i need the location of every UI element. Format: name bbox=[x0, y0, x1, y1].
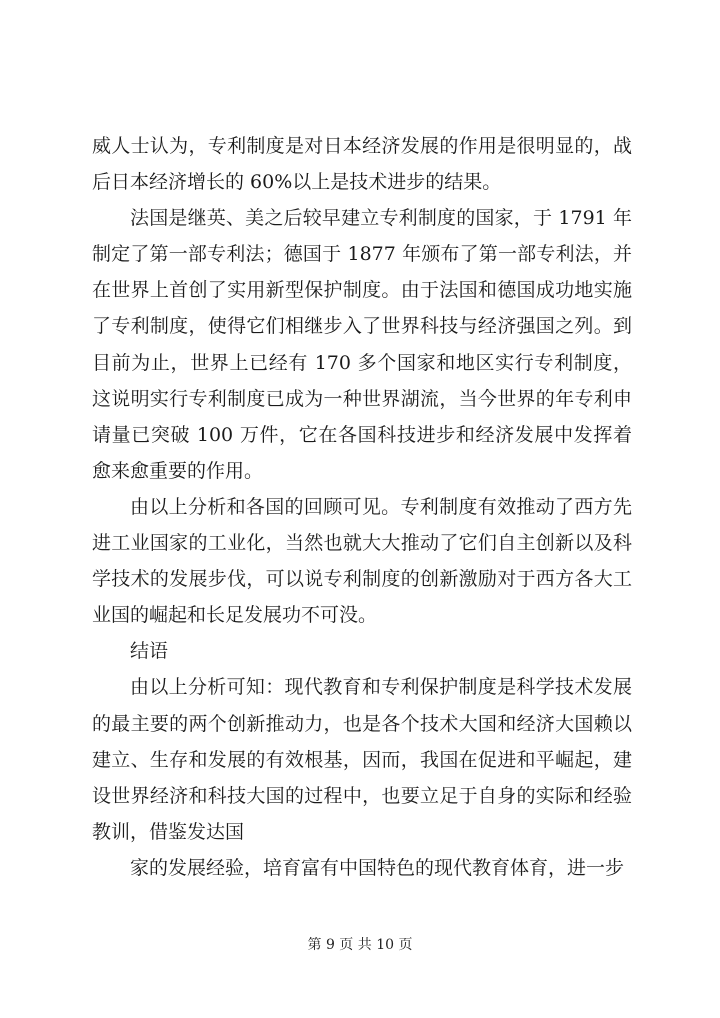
paragraph-analysis: 由以上分析和各国的回顾可见。专利制度有效推动了西方先进工业国家的工业化，当然也就大大推动了它们自主创新以及科学技术的发展步伐，可以说专利制度的创新激励对于西方各大工业国的崛起和长足发展功不可没。 bbox=[92, 495, 632, 627]
paragraph-france-germany: 法国是继英、美之后较早建立专利制度的国家，于 1791 年制定了第一部专利法；德国于 1877 年颁布了第一部专利法，并在世界上首创了实用新型保护制度。由于法国和德国成功地实施了专利制度，使得它们相继步入了世界科技与经济强国之列。到目前为止，世界上已经有 170 多个国家和地区实行专利制度，这说明实行专利制度已成为一种世界湖流，当今世界的年专利申请量已突破 100 万件，它在各国科技进步和经济发展中发挥着愈来愈重要的作用。 bbox=[92, 207, 632, 482]
section-heading-conclusion: 结语 bbox=[130, 640, 169, 663]
paragraph-conclusion: 由以上分析可知：现代教育和专利保护制度是科学技术发展的最主要的两个创新推动力，也是各个技术大国和经济大国赖以建立、生存和发展的有效根基，因而，我国在促进和平崛起，建设世界经济和科技大国的过程中，也要立足于自身的实际和经验教训，借鉴发达国 bbox=[92, 676, 632, 843]
page-number-label: 第 9 页 共 10 页 bbox=[307, 937, 413, 953]
page-footer bbox=[0, 935, 720, 955]
body-text bbox=[92, 128, 632, 886]
paragraph-continuation: 威人士认为，专利制度是对日本经济发展的作用是很明显的，战后日本经济增长的 60%以上是技术进步的结果。 bbox=[92, 135, 632, 194]
paragraph-final: 家的发展经验，培育富有中国特色的现代教育体育，进一步 bbox=[130, 856, 625, 879]
